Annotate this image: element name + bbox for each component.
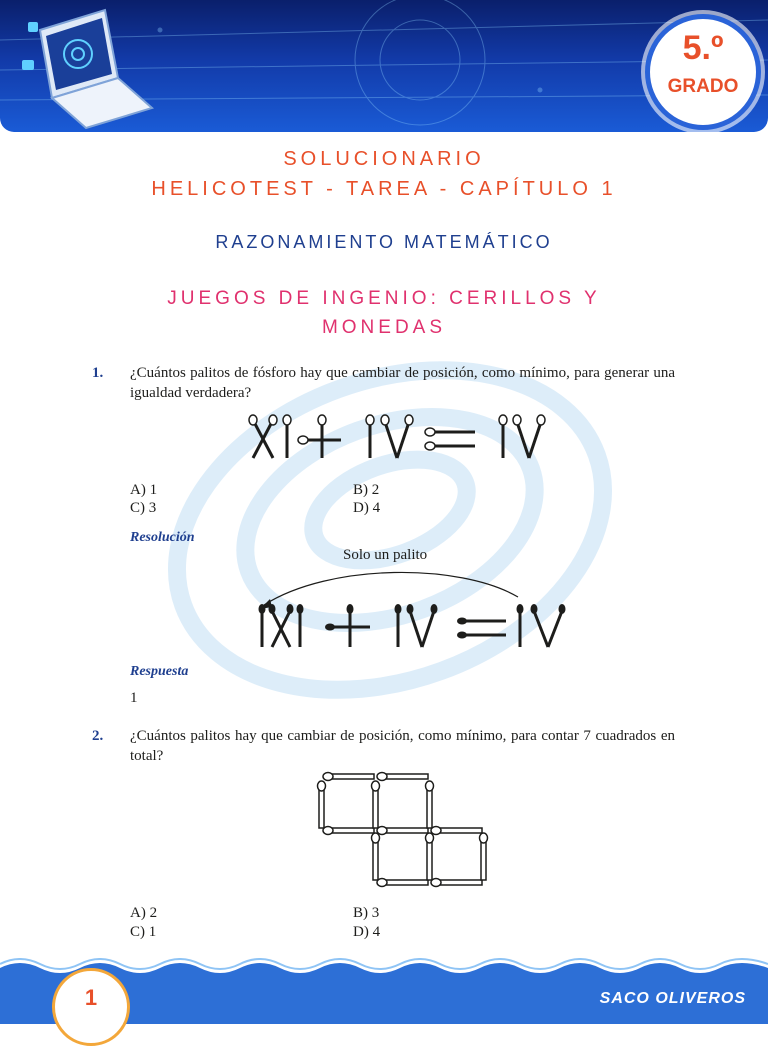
page-number-badge: [52, 968, 130, 1046]
question-1-number: 1.: [92, 365, 104, 381]
q1-option-c: C) 3: [130, 500, 157, 516]
question-2-text: ¿Cuántos palitos hay que cambiar de posición, como mínimo, para contar 7 cuadrados en total?: [130, 728, 675, 764]
q1-option-b: B) 2: [353, 482, 380, 498]
resolution-label: Resolución: [130, 530, 195, 545]
matchstick-solution-figure: [250, 565, 580, 655]
q1-option-a: A) 1: [130, 482, 158, 498]
test-title: HELICOTEST - TAREA - CAPÍTULO 1: [151, 178, 617, 200]
question-2-number: 2.: [92, 728, 104, 744]
q2-option-a: A) 2: [130, 905, 158, 921]
q2-option-c: C) 1: [130, 924, 157, 940]
resolution-note: Solo un palito: [343, 547, 428, 563]
subject-title: RAZONAMIENTO MATEMÁTICO: [215, 232, 553, 252]
grade-word: GRADO: [667, 76, 739, 97]
answer-label: Respuesta: [130, 664, 189, 679]
brand-name: SACO OLIVEROS: [599, 990, 746, 1007]
matchstick-squares-figure: [310, 770, 500, 888]
topic-title: JUEGOS DE INGENIO: CERILLOS Y MONEDAS: [167, 288, 601, 338]
q2-option-b: B) 3: [353, 905, 380, 921]
q2-option-d: D) 4: [353, 924, 381, 940]
matchstick-equation-figure: [245, 412, 565, 464]
solution-title: SOLUCIONARIO: [283, 148, 485, 170]
answer-value: 1: [130, 690, 138, 706]
page-number: 1: [84, 985, 98, 1010]
question-1-text: ¿Cuántos palitos de fósforo hay que cambiar de posición, como mínimo, para generar una igualdad verdadera?: [130, 365, 675, 401]
grade-number: 5.º: [682, 29, 724, 67]
q1-option-d: D) 4: [353, 500, 381, 516]
